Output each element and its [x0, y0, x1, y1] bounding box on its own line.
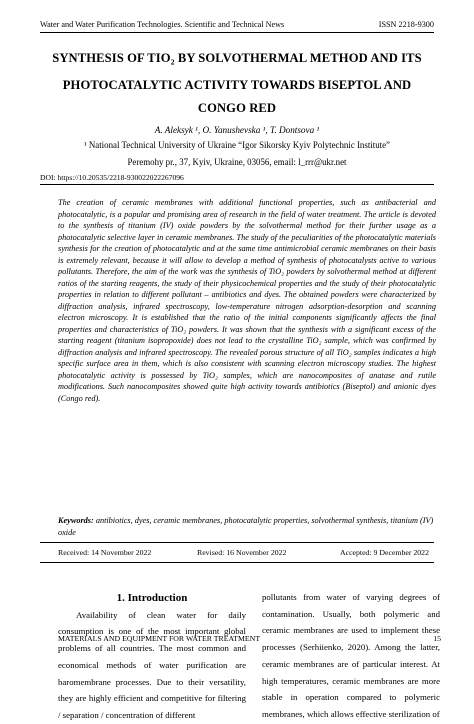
paper-title-line-2: PHOTOCATALYTIC ACTIVITY TOWARDS BISEPTOL AND — [62, 78, 412, 92]
running-header-issn: ISSN 2218-9300 — [378, 20, 434, 29]
keywords-label: Keywords: — [58, 516, 94, 525]
abstract-text: The creation of ceramic membranes with additional functional properties, such as antibacterial and photocatalytic, is a popular and promising area of research in the field of water treatment. The article is devoted to the synthesis of titanium (IV) oxide powders by the solvothermal method for their further usage as a photocatalytic selective layer in ceramic membranes. The study of the peculiarities of the photocatalytic materials synthesis for the creation of photocatalytic and at the same time antimicrobial ceramic membranes on their basis is extremely relevant, because it will allow to develop a method of synthesis of photocatalysts active to various pollutants. Therefore, the aim of the work was the synthesis of TiO₂ powders by solvothermal method at different ratios of the starting reagents, the study of their physicochemical properties and the study of their photocatalytic properties in relation to different pollutant – antibiotics and dyes. The obtained powders were characterized by diffraction analysis, infrared spectroscopy, low-temperature nitrogen adsorption-desorption and scanning electron microscopy. It is established that the ratio of the initial components significantly affects the final properties and characteristics of TiO₂ powders. It was shown that the synthesis with a significant excess of the starting reagent (titanium isopropoxide) does not lead to the crystalline TiO₂ sample, which was confirmed by diffraction analysis and infrared spectroscopy. The revealed porous structure of all TiO₂ samples indicates a high specific surface area in them, which is also consistent with scanning electron microscopy studies. The highest photocatalytic activity is possessed by TiO₂ samples, which are nanocomposites of anatase and rutile modifications. Such nanocomposites showed quite high activity towards antibiotics (Biseptol) and anionic dyes (Congo red). — [58, 198, 436, 403]
dates-top-rule — [40, 542, 434, 543]
received-date: Received: 14 November 2022 — [58, 548, 152, 557]
doi-link[interactable]: DOI: https://10.20535/2218-930022022267096 — [40, 173, 184, 182]
page-number: 15 — [433, 634, 441, 643]
accepted-date: Accepted: 9 December 2022 — [340, 548, 429, 557]
keywords-block — [58, 515, 436, 538]
intro-left-text: Availability of clean water for daily consumption is one of the most important global problems of all countries. The most common and economical methods of water purification are baromembrane processes. Due to their versatility, they are highly efficient and competitive for filtering / separation / concentration of different — [58, 609, 246, 720]
affiliation-line-1: ¹ National Technical University of Ukraine “Igor Sikorsky Kyiv Polytechnic Institute” — [83, 140, 391, 150]
intro-right-text: pollutants from water of varying degrees of contamination. Usually, both polymeric and ceramic membranes are used to implement these processes (Serhiienko, 2020). Among the latter, ceramic membranes are of particular interest. At high temperatures, ceramic membranes are more stable in operation compared to polymeric membranes, which allows effective sterilization of — [262, 592, 440, 719]
intro-left-column — [58, 590, 246, 724]
paper-title-line-1: SYNTHESIS OF TIO₂ BY SOLVOTHERMAL METHOD AND ITS — [52, 51, 422, 65]
author-list: A. Aleksyk ¹, O. Yanushevska ¹, T. Dontsova ¹ — [154, 125, 320, 135]
affiliation-line-2: Peremohy pr., 37, Kyiv, Ukraine, 03056, email: l_rrr@ukr.net — [127, 157, 347, 167]
introduction-heading: 1. Introduction — [116, 592, 188, 604]
footer-journal-section: MATERIALS AND EQUIPMENT FOR WATER TREATMENT — [58, 634, 261, 643]
doi-rule — [40, 184, 434, 185]
keywords-text: antibiotics, dyes, ceramic membranes, photocatalytic properties, solvothermal synthesis, titanium (IV) oxide — [58, 516, 434, 537]
dates-bottom-rule — [40, 562, 434, 563]
header-rule — [40, 32, 434, 33]
running-header-journal: Water and Water Purification Technologies. Scientific and Technical News — [40, 20, 285, 29]
revised-date: Revised: 16 November 2022 — [197, 548, 287, 557]
paper-title-line-3: CONGO RED — [197, 101, 277, 115]
